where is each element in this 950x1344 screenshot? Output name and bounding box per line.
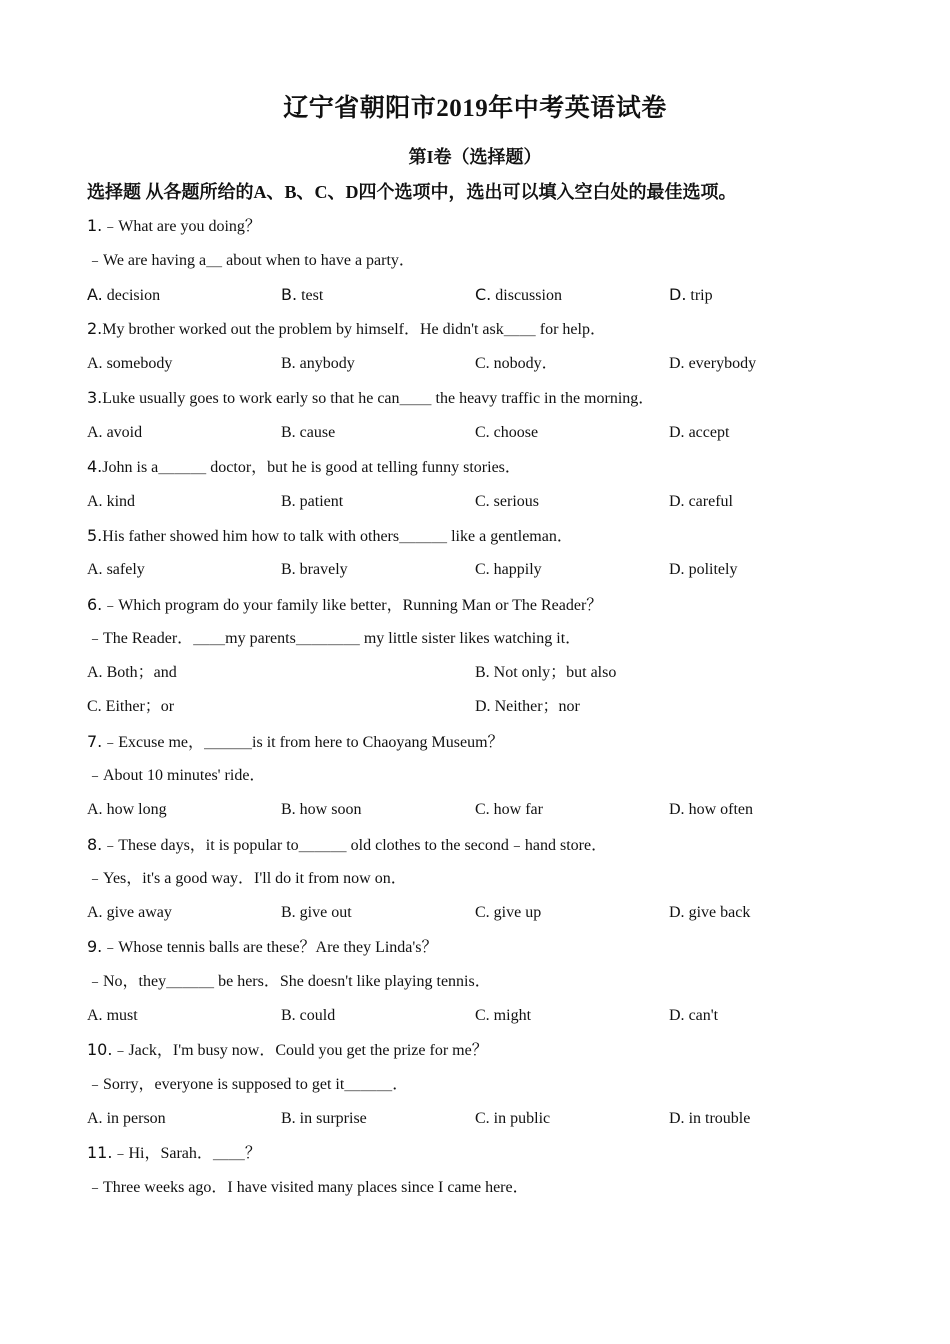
option-letter: D. bbox=[669, 561, 685, 578]
option-d[interactable] bbox=[669, 903, 750, 923]
option-d[interactable] bbox=[669, 285, 713, 306]
option-letter: D. bbox=[669, 424, 685, 441]
option-c[interactable] bbox=[475, 285, 562, 306]
option-text: decision bbox=[106, 287, 161, 304]
option-text: politely bbox=[688, 561, 738, 578]
option-a[interactable] bbox=[87, 1006, 138, 1026]
option-letter: B. bbox=[281, 904, 296, 921]
option-text: nobody． bbox=[493, 355, 558, 372]
option-text: give away bbox=[106, 904, 172, 921]
option-letter: A. bbox=[87, 801, 103, 818]
option-letter: D. bbox=[475, 698, 491, 715]
option-text: test bbox=[301, 287, 324, 304]
question-stem bbox=[87, 526, 573, 547]
question-text: ﹣Yes，it's a good way．I'll do it from now on． bbox=[87, 870, 407, 887]
question-text: ﹣Hi，Sarah．＿＿？ bbox=[112, 1145, 261, 1162]
option-c[interactable] bbox=[475, 903, 541, 923]
question-number: 7. bbox=[87, 732, 103, 751]
option-text: somebody bbox=[106, 355, 173, 372]
option-b[interactable] bbox=[281, 800, 361, 820]
option-c[interactable] bbox=[475, 560, 542, 580]
option-letter: A. bbox=[87, 355, 103, 372]
question-number: 8. bbox=[87, 835, 103, 854]
question-text: ﹣What are you doing？ bbox=[102, 218, 261, 235]
question-number: 1. bbox=[87, 216, 103, 235]
option-a[interactable] bbox=[87, 423, 142, 443]
option-text: avoid bbox=[106, 424, 143, 441]
question-text: ﹣The Reader．＿＿my parents＿＿＿＿ my little sister likes watching it． bbox=[87, 630, 582, 647]
option-letter: D. bbox=[669, 904, 685, 921]
question-number: 2. bbox=[87, 319, 103, 338]
page-title: 辽宁省朝阳市2019年中考英语试卷 bbox=[283, 95, 667, 122]
option-letter: C. bbox=[475, 424, 490, 441]
question-line bbox=[87, 766, 265, 786]
option-text: in public bbox=[493, 1110, 551, 1127]
option-letter: A. bbox=[87, 664, 103, 681]
option-text: could bbox=[299, 1007, 336, 1024]
question-line bbox=[87, 1075, 408, 1095]
option-letter: C. bbox=[475, 355, 490, 372]
option-letter: B. bbox=[281, 285, 298, 304]
question-line bbox=[87, 869, 407, 889]
question-number: 5. bbox=[87, 526, 103, 545]
option-b[interactable] bbox=[281, 560, 348, 580]
option-b[interactable] bbox=[281, 1006, 335, 1026]
option-letter: A. bbox=[87, 1007, 103, 1024]
question-stem bbox=[87, 319, 606, 340]
option-letter: B. bbox=[475, 664, 490, 681]
option-a[interactable] bbox=[87, 903, 172, 923]
question-text: John is a＿＿＿ doctor，but he is good at telling funny stories． bbox=[102, 459, 521, 476]
option-text: how soon bbox=[299, 801, 362, 818]
question-stem bbox=[87, 457, 521, 478]
option-a[interactable] bbox=[87, 663, 177, 683]
option-text: trip bbox=[690, 287, 713, 304]
option-b[interactable] bbox=[281, 492, 343, 512]
part-title: 第I卷（选择题） bbox=[408, 147, 542, 167]
question-line bbox=[87, 251, 415, 271]
option-d[interactable] bbox=[669, 1109, 750, 1129]
option-letter: D. bbox=[669, 355, 685, 372]
question-line bbox=[87, 629, 581, 649]
option-letter: C. bbox=[87, 698, 102, 715]
option-a[interactable] bbox=[87, 800, 167, 820]
option-letter: B. bbox=[281, 801, 296, 818]
option-text: Either；or bbox=[105, 698, 175, 715]
option-a[interactable] bbox=[87, 560, 145, 580]
option-letter: A. bbox=[87, 904, 103, 921]
option-c[interactable] bbox=[475, 1109, 550, 1129]
question-number: 11. bbox=[87, 1143, 113, 1162]
option-text: give up bbox=[493, 904, 542, 921]
option-text: discussion bbox=[495, 287, 562, 304]
question-text: ﹣No，they＿＿＿ be hers．She doesn't like playing tennis． bbox=[87, 973, 491, 990]
option-d[interactable] bbox=[669, 800, 753, 820]
question-stem bbox=[87, 388, 654, 409]
option-text: Neither；nor bbox=[494, 698, 580, 715]
option-letter: C. bbox=[475, 561, 490, 578]
question-stem bbox=[87, 835, 607, 856]
option-letter: D. bbox=[669, 1007, 685, 1024]
option-c[interactable] bbox=[475, 1006, 531, 1026]
option-c[interactable] bbox=[475, 492, 539, 512]
option-text: accept bbox=[688, 424, 730, 441]
option-text: bravely bbox=[299, 561, 348, 578]
option-b[interactable] bbox=[281, 903, 352, 923]
option-letter: C. bbox=[475, 904, 490, 921]
option-letter: C. bbox=[475, 1007, 490, 1024]
option-c[interactable] bbox=[475, 423, 538, 443]
option-letter: B. bbox=[281, 493, 296, 510]
option-letter: C. bbox=[475, 493, 490, 510]
option-d[interactable] bbox=[669, 560, 737, 580]
option-letter: A. bbox=[87, 424, 103, 441]
question-text: His father showed him how to talk with others＿＿＿ like a gentleman． bbox=[102, 528, 573, 545]
option-letter: B. bbox=[281, 1110, 296, 1127]
option-a[interactable] bbox=[87, 1109, 166, 1129]
option-text: must bbox=[106, 1007, 138, 1024]
option-text: kind bbox=[106, 493, 136, 510]
option-letter: A. bbox=[87, 1110, 103, 1127]
option-text: cause bbox=[299, 424, 336, 441]
option-d[interactable] bbox=[669, 423, 729, 443]
option-c[interactable] bbox=[475, 354, 558, 374]
option-letter: D. bbox=[669, 801, 685, 818]
option-letter: B. bbox=[281, 561, 296, 578]
option-d[interactable] bbox=[475, 697, 580, 717]
option-text: in person bbox=[106, 1110, 166, 1127]
option-text: how long bbox=[106, 801, 167, 818]
option-b[interactable] bbox=[281, 285, 323, 306]
option-text: everybody bbox=[688, 355, 757, 372]
question-text: ﹣Sorry，everyone is supposed to get it＿＿＿． bbox=[87, 1076, 409, 1093]
question-line bbox=[87, 1178, 529, 1198]
option-text: anybody bbox=[299, 355, 355, 372]
option-text: in trouble bbox=[688, 1110, 751, 1127]
option-b[interactable] bbox=[475, 663, 616, 683]
option-text: in surprise bbox=[299, 1110, 367, 1127]
option-text: patient bbox=[299, 493, 344, 510]
question-text: ﹣Three weeks ago．I have visited many places since I came here． bbox=[87, 1179, 529, 1196]
option-letter: C. bbox=[475, 801, 490, 818]
option-letter: A. bbox=[87, 493, 103, 510]
question-text: ﹣We are having a＿ about when to have a party． bbox=[87, 252, 415, 269]
option-c[interactable] bbox=[475, 800, 543, 820]
option-letter: C. bbox=[475, 1110, 490, 1127]
instruction-text: 选择题 从各题所给的A、B、C、D四个选项中，选出可以填入空白处的最佳选项。 bbox=[87, 182, 737, 202]
option-letter: D. bbox=[669, 285, 687, 304]
option-a[interactable] bbox=[87, 285, 160, 306]
option-text: how far bbox=[493, 801, 543, 818]
option-b[interactable] bbox=[281, 1109, 367, 1129]
question-number: 3. bbox=[87, 388, 103, 407]
option-a[interactable] bbox=[87, 354, 172, 374]
option-text: serious bbox=[493, 493, 539, 510]
option-text: Both；and bbox=[106, 664, 177, 681]
question-text: Luke usually goes to work early so that he can＿＿ the heavy traffic in the morning． bbox=[102, 390, 655, 407]
option-letter: C. bbox=[475, 285, 492, 304]
option-text: how often bbox=[688, 801, 753, 818]
question-stem bbox=[87, 1143, 261, 1164]
option-letter: A. bbox=[87, 285, 103, 304]
option-letter: D. bbox=[669, 493, 685, 510]
option-text: choose bbox=[493, 424, 539, 441]
option-letter: B. bbox=[281, 1007, 296, 1024]
option-text: careful bbox=[688, 493, 733, 510]
question-text: ﹣Jack，I'm busy now．Could you get the prize for me？ bbox=[112, 1042, 488, 1059]
option-text: happily bbox=[493, 561, 542, 578]
option-text: give out bbox=[299, 904, 352, 921]
question-text: ﹣Which program do your family like better，Running Man or The Reader？ bbox=[102, 597, 603, 614]
option-text: might bbox=[493, 1007, 532, 1024]
option-letter: B. bbox=[281, 424, 296, 441]
option-d[interactable] bbox=[669, 354, 756, 374]
option-b[interactable] bbox=[281, 423, 335, 443]
question-number: 4. bbox=[87, 457, 103, 476]
question-text: ﹣These days，it is popular to＿＿＿ old clothes to the second﹣hand store． bbox=[102, 837, 608, 854]
option-text: can't bbox=[688, 1007, 719, 1024]
question-stem bbox=[87, 595, 602, 616]
question-text: My brother worked out the problem by himself．He didn't ask＿＿ for help． bbox=[102, 321, 606, 338]
option-text: Not only；but also bbox=[493, 664, 617, 681]
question-number: 9. bbox=[87, 937, 103, 956]
option-d[interactable] bbox=[669, 1006, 718, 1026]
option-text: safely bbox=[106, 561, 145, 578]
question-number: 10. bbox=[87, 1040, 113, 1059]
option-letter: A. bbox=[87, 561, 103, 578]
question-line bbox=[87, 972, 491, 992]
option-letter: D. bbox=[669, 1110, 685, 1127]
question-text: ﹣Whose tennis balls are these？Are they Linda's？ bbox=[102, 939, 438, 956]
option-c[interactable] bbox=[87, 697, 174, 717]
question-stem bbox=[87, 937, 438, 958]
question-number: 6. bbox=[87, 595, 103, 614]
option-text: give back bbox=[688, 904, 751, 921]
option-letter: B. bbox=[281, 355, 296, 372]
question-text: ﹣About 10 minutes' ride． bbox=[87, 767, 266, 784]
question-text: ﹣Excuse me，＿＿＿is it from here to Chaoyang Museum？ bbox=[102, 734, 504, 751]
question-stem bbox=[87, 216, 261, 237]
question-stem bbox=[87, 732, 504, 753]
question-stem bbox=[87, 1040, 488, 1061]
option-a[interactable] bbox=[87, 492, 135, 512]
option-d[interactable] bbox=[669, 492, 733, 512]
option-b[interactable] bbox=[281, 354, 355, 374]
